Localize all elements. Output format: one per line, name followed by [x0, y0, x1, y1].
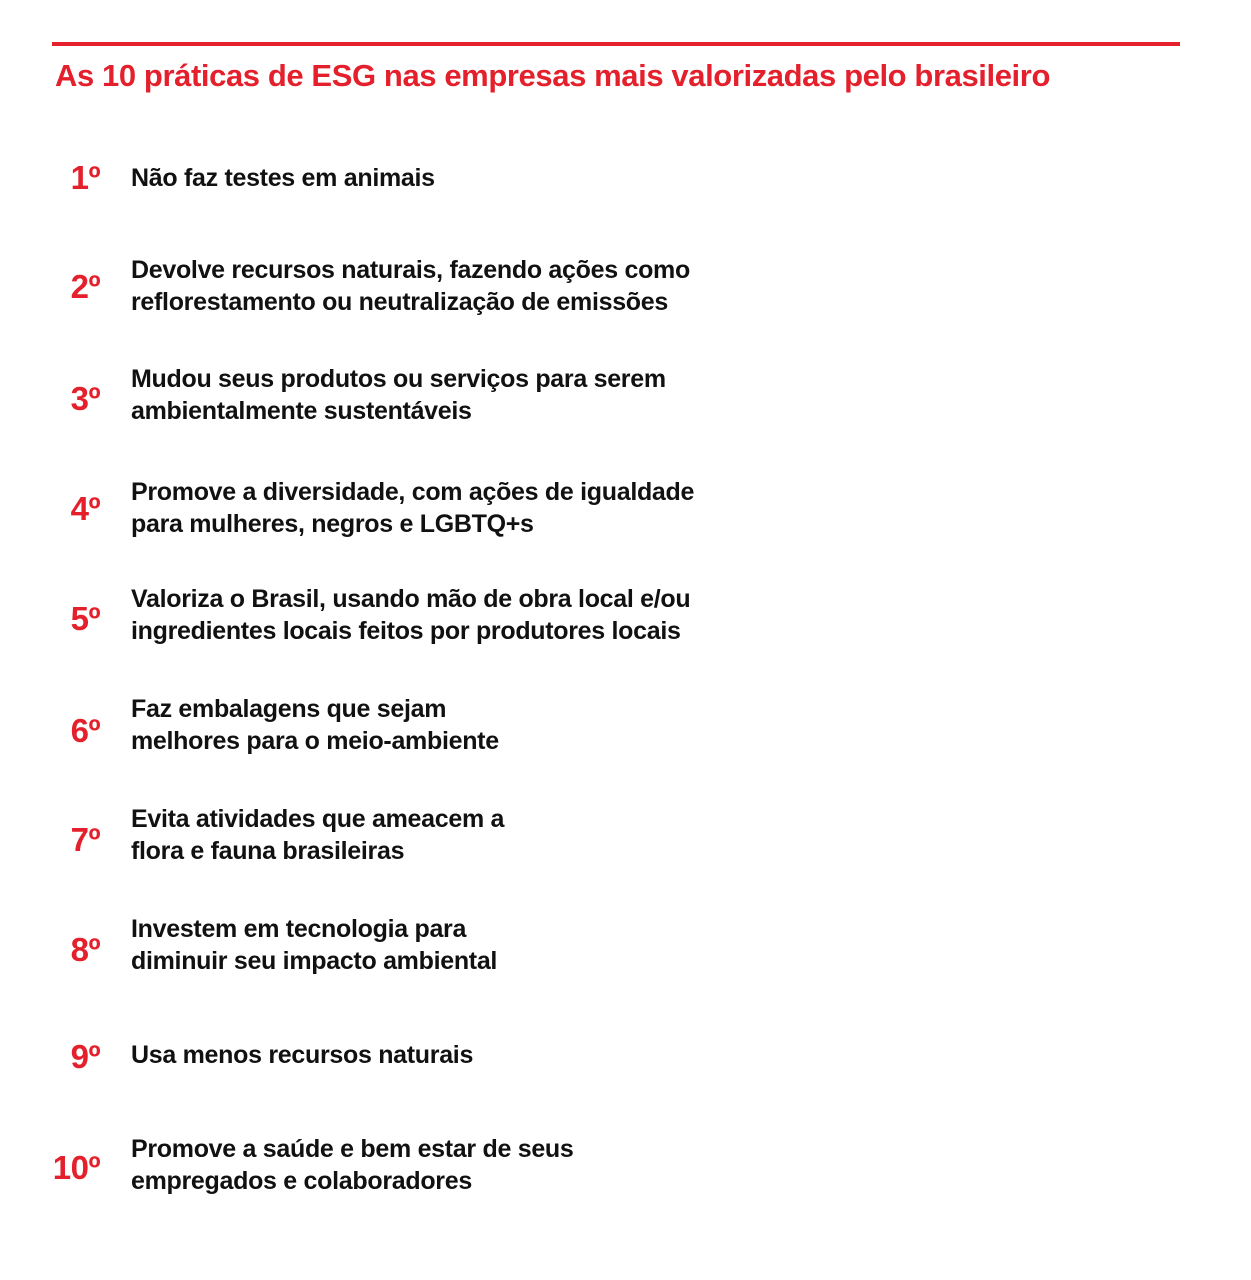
rank-number: 5º	[70, 600, 100, 637]
item-description	[131, 803, 791, 867]
item-line: melhores para o meio-ambiente	[131, 727, 499, 755]
list-item	[0, 1133, 1251, 1197]
item-description	[131, 363, 791, 427]
item-line: Promove a saúde e bem estar de seus	[131, 1135, 574, 1163]
rank-number: 3º	[70, 380, 100, 417]
item-line: Evita atividades que ameacem a	[131, 805, 505, 833]
title-rule	[52, 42, 1180, 46]
rank-number: 1º	[70, 159, 100, 196]
list-item	[0, 803, 1251, 867]
item-line: Investem em tecnologia para	[131, 915, 467, 943]
page-title: As 10 práticas de ESG nas empresas mais valorizadas pelo brasileiro	[55, 58, 1050, 93]
item-line: para mulheres, negros e LGBTQ+s	[131, 510, 534, 538]
rank-number: 9º	[70, 1038, 100, 1075]
list-item	[0, 254, 1251, 318]
item-description	[131, 1039, 791, 1071]
list-item	[0, 476, 1251, 540]
item-line: Valoriza o Brasil, usando mão de obra local e/ou	[131, 585, 691, 613]
rank-number: 7º	[70, 821, 100, 858]
item-description	[131, 162, 791, 194]
item-description	[131, 476, 791, 540]
item-description	[131, 913, 791, 977]
item-line: Usa menos recursos naturais	[131, 1041, 474, 1069]
item-line: Promove a diversidade, com ações de igualdade	[131, 478, 695, 506]
list-item	[0, 913, 1251, 977]
item-line: empregados e colaboradores	[131, 1167, 472, 1195]
item-line: ingredientes locais feitos por produtores locais	[131, 617, 681, 645]
rank-number: 10º	[52, 1149, 100, 1186]
item-line: diminuir seu impacto ambiental	[131, 947, 498, 975]
item-line: Mudou seus produtos ou serviços para serem	[131, 365, 666, 393]
rank-number: 8º	[70, 931, 100, 968]
item-description	[131, 1133, 791, 1197]
list-item	[0, 363, 1251, 427]
list-item	[0, 693, 1251, 757]
item-line: Devolve recursos naturais, fazendo ações como	[131, 256, 690, 284]
item-description	[131, 583, 791, 647]
rank-number: 6º	[70, 712, 100, 749]
item-line: flora e fauna brasileiras	[131, 837, 405, 865]
item-description	[131, 693, 791, 757]
item-line: reflorestamento ou neutralização de emissões	[131, 288, 668, 316]
list-item	[0, 158, 1251, 198]
rank-number: 4º	[70, 490, 100, 527]
item-description	[131, 254, 791, 318]
list-item	[0, 583, 1251, 647]
item-line: Não faz testes em animais	[131, 164, 435, 192]
item-line: ambientalmente sustentáveis	[131, 397, 472, 425]
rank-number: 2º	[70, 268, 100, 305]
list-item	[0, 1037, 1251, 1077]
item-line: Faz embalagens que sejam	[131, 695, 447, 723]
